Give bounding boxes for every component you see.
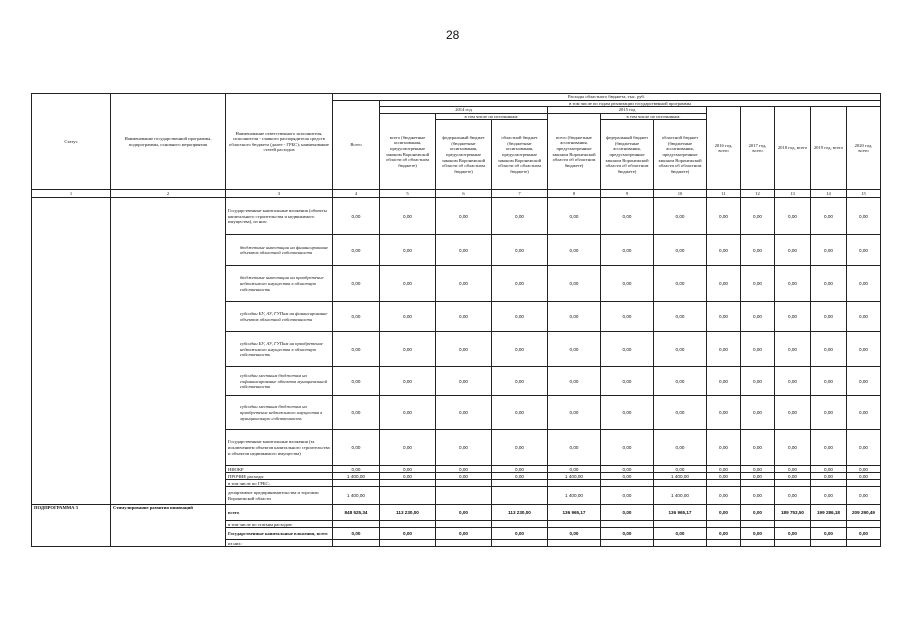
- value-cell: [380, 487, 436, 505]
- value-cell: [775, 521, 811, 528]
- value-cell: [601, 521, 654, 528]
- table-body: [32, 198, 881, 547]
- value-cell: 0,00: [492, 302, 548, 332]
- value-cell: 0,00: [548, 302, 601, 332]
- value-cell: 0,00: [654, 430, 707, 466]
- value-cell: 0,00: [847, 528, 881, 540]
- value-cell: 0,00: [333, 396, 380, 430]
- value-cell: 0,00: [601, 473, 654, 480]
- header-total: Всего: [333, 100, 380, 190]
- value-cell: 0,00: [707, 266, 741, 302]
- column-number: 8: [548, 190, 601, 198]
- subprogram-item-label: в том числе по статьям расходов:: [226, 521, 333, 528]
- value-cell: 0,00: [811, 487, 847, 505]
- value-cell: 113 230,00: [492, 505, 548, 521]
- value-cell: 0,00: [601, 487, 654, 505]
- value-cell: 0,00: [548, 430, 601, 466]
- column-number: 3: [226, 190, 333, 198]
- value-cell: 0,00: [741, 430, 775, 466]
- value-cell: 0,00: [741, 332, 775, 367]
- value-cell: 0,00: [436, 396, 492, 430]
- value-cell: 0,00: [601, 198, 654, 235]
- value-cell: 0,00: [333, 528, 380, 540]
- value-cell: 0,00: [548, 266, 601, 302]
- value-cell: 0,00: [380, 528, 436, 540]
- value-cell: 0,00: [707, 528, 741, 540]
- value-cell: 0,00: [333, 332, 380, 367]
- expense-item-label: Государственные капитальные вложения (за исключением объектов капитального строительства и объектов недвижимого имущества): [226, 430, 333, 466]
- value-cell: 0,00: [548, 332, 601, 367]
- value-cell: 0,00: [333, 367, 380, 396]
- value-cell: 0,00: [380, 473, 436, 480]
- value-cell: 0,00: [707, 235, 741, 266]
- value-cell: [548, 540, 601, 547]
- value-cell: 0,00: [333, 466, 380, 473]
- value-cell: 0,00: [741, 367, 775, 396]
- column-number: 10: [654, 190, 707, 198]
- value-cell: 0,00: [548, 466, 601, 473]
- value-cell: 0,00: [811, 367, 847, 396]
- header-2015-regional: областной бюджет (бюджетные ассигнования, предусмотренные законом Воронежской области об областном бюджете): [654, 120, 707, 190]
- value-cell: 0,00: [707, 302, 741, 332]
- expense-item-label: ПРОЧИЕ расходы: [226, 473, 333, 480]
- value-cell: 0,00: [775, 430, 811, 466]
- subprogram-status: ПОДПРОГРАММА 3: [32, 505, 111, 547]
- value-cell: 0,00: [601, 332, 654, 367]
- header-status: Статус: [32, 94, 111, 190]
- value-cell: 199 286,18: [811, 505, 847, 521]
- subprogram-row: [32, 505, 881, 521]
- value-cell: [654, 540, 707, 547]
- value-cell: 0,00: [811, 302, 847, 332]
- value-cell: 0,00: [847, 302, 881, 332]
- header-2016: 2016 год, всего: [707, 107, 741, 190]
- column-number: 5: [380, 190, 436, 198]
- value-cell: 0,00: [654, 266, 707, 302]
- value-cell: 0,00: [601, 430, 654, 466]
- value-cell: [380, 521, 436, 528]
- subprogram-item-label: всего: [226, 505, 333, 521]
- value-cell: 0,00: [333, 430, 380, 466]
- value-cell: 0,00: [601, 396, 654, 430]
- value-cell: 0,00: [492, 396, 548, 430]
- value-cell: 0,00: [707, 430, 741, 466]
- column-number: 4: [333, 190, 380, 198]
- value-cell: [492, 521, 548, 528]
- value-cell: 0,00: [380, 466, 436, 473]
- value-cell: 0,00: [707, 367, 741, 396]
- header-2014-federal: федеральный бюджет (бюджетные ассигнования, предусмотренные законом Воронежской области об областном бюджете): [436, 120, 492, 190]
- value-cell: 1 400,00: [654, 487, 707, 505]
- header-2014-total: всего (бюджетные ассигнования, предусмотренные законом Воронежской области об областном бюджете): [380, 113, 436, 190]
- value-cell: [847, 540, 881, 547]
- subprogram-item-label: Государственные капитальные вложения, всего: [226, 528, 333, 540]
- value-cell: 0,00: [548, 235, 601, 266]
- value-cell: 0,00: [741, 528, 775, 540]
- value-cell: 0,00: [333, 198, 380, 235]
- value-cell: [847, 480, 881, 487]
- value-cell: 0,00: [775, 473, 811, 480]
- status-cell-empty: [32, 198, 111, 505]
- value-cell: [741, 480, 775, 487]
- header-2014-regional: областной бюджет (бюджетные ассигнования, предусмотренные законом Воронежской области об областном бюджете): [492, 120, 548, 190]
- value-cell: 0,00: [380, 367, 436, 396]
- value-cell: 0,00: [707, 466, 741, 473]
- value-cell: [601, 480, 654, 487]
- value-cell: 0,00: [847, 367, 881, 396]
- value-cell: 0,00: [811, 466, 847, 473]
- value-cell: 0,00: [492, 528, 548, 540]
- column-number: 15: [847, 190, 881, 198]
- value-cell: [707, 540, 741, 547]
- value-cell: [436, 521, 492, 528]
- header-2015-by-sources: в том числе по источникам:: [601, 113, 707, 120]
- value-cell: 0,00: [707, 198, 741, 235]
- value-cell: 0,00: [847, 332, 881, 367]
- value-cell: 0,00: [436, 367, 492, 396]
- value-cell: 0,00: [601, 505, 654, 521]
- column-number: 9: [601, 190, 654, 198]
- value-cell: 0,00: [548, 198, 601, 235]
- value-cell: 0,00: [741, 396, 775, 430]
- budget-table: [31, 93, 881, 547]
- value-cell: 0,00: [847, 430, 881, 466]
- value-cell: [333, 521, 380, 528]
- value-cell: 0,00: [775, 198, 811, 235]
- expense-item-label: субсидии местным бюджетам на софинансирование объектов муниципальной собственности: [226, 367, 333, 396]
- value-cell: 0,00: [601, 235, 654, 266]
- header-year-2015: 2015 год: [548, 107, 707, 114]
- page-number: 28: [446, 28, 460, 42]
- header-by-years: в том числе по годам реализации государственной программы: [380, 100, 881, 107]
- value-cell: 0,00: [492, 466, 548, 473]
- column-number-row: [32, 190, 881, 198]
- expense-item-label: субсидии местным бюджетам на приобретение недвижимого имущества в муниципальную собственность: [226, 396, 333, 430]
- expense-item-label: департамент предпринимательства и торговли Воронежской области: [226, 487, 333, 505]
- value-cell: [333, 540, 380, 547]
- value-cell: 0,00: [847, 396, 881, 430]
- value-cell: [380, 480, 436, 487]
- value-cell: 113 230,00: [380, 505, 436, 521]
- value-cell: 1 400,00: [333, 473, 380, 480]
- value-cell: 0,00: [548, 396, 601, 430]
- value-cell: 0,00: [380, 235, 436, 266]
- value-cell: 0,00: [436, 505, 492, 521]
- value-cell: 0,00: [436, 473, 492, 480]
- value-cell: 0,00: [492, 367, 548, 396]
- value-cell: 0,00: [492, 198, 548, 235]
- value-cell: 0,00: [775, 302, 811, 332]
- value-cell: 0,00: [601, 302, 654, 332]
- value-cell: 0,00: [380, 332, 436, 367]
- value-cell: 0,00: [654, 466, 707, 473]
- column-number: 12: [741, 190, 775, 198]
- expense-item-label: Государственные капитальные вложения (объекты капитального строительства и недвижимого имущества), из них:: [226, 198, 333, 235]
- column-number: 6: [436, 190, 492, 198]
- value-cell: 0,00: [436, 332, 492, 367]
- value-cell: 0,00: [654, 528, 707, 540]
- value-cell: 0,00: [847, 266, 881, 302]
- value-cell: 0,00: [811, 332, 847, 367]
- value-cell: [492, 540, 548, 547]
- expense-item-label: субсидии БУ, АУ, ГУПам на финансирование объектов областной собственности: [226, 302, 333, 332]
- value-cell: 0,00: [380, 198, 436, 235]
- value-cell: 136 965,17: [654, 505, 707, 521]
- value-cell: 0,00: [601, 367, 654, 396]
- value-cell: 0,00: [436, 466, 492, 473]
- value-cell: 0,00: [654, 332, 707, 367]
- value-cell: [548, 521, 601, 528]
- value-cell: 0,00: [654, 198, 707, 235]
- value-cell: [492, 480, 548, 487]
- value-cell: [811, 540, 847, 547]
- value-cell: 0,00: [775, 528, 811, 540]
- value-cell: 0,00: [811, 235, 847, 266]
- value-cell: 0,00: [775, 367, 811, 396]
- value-cell: 1 400,00: [548, 487, 601, 505]
- name-cell-empty: [111, 198, 226, 505]
- value-cell: 0,00: [741, 505, 775, 521]
- value-cell: 0,00: [741, 266, 775, 302]
- value-cell: 0,00: [811, 473, 847, 480]
- value-cell: 0,00: [741, 302, 775, 332]
- value-cell: 0,00: [775, 332, 811, 367]
- value-cell: 136 965,17: [548, 505, 601, 521]
- value-cell: 1 400,00: [333, 487, 380, 505]
- column-number: 7: [492, 190, 548, 198]
- value-cell: 0,00: [775, 235, 811, 266]
- table-row: [32, 198, 881, 235]
- value-cell: 0,00: [811, 528, 847, 540]
- header-2015-total: всего (бюджетные ассигнования, предусмотренные законом Воронежской области об областном бюджете): [548, 113, 601, 190]
- header-year-2014: 2014 год: [380, 107, 548, 114]
- expense-item-label: в том числе по ГРБС:: [226, 480, 333, 487]
- column-number: 14: [811, 190, 847, 198]
- value-cell: 0,00: [811, 266, 847, 302]
- value-cell: 0,00: [654, 367, 707, 396]
- value-cell: 0,00: [436, 266, 492, 302]
- value-cell: [654, 521, 707, 528]
- value-cell: 0,00: [333, 266, 380, 302]
- value-cell: 0,00: [741, 487, 775, 505]
- value-cell: 1 400,00: [654, 473, 707, 480]
- value-cell: 0,00: [707, 396, 741, 430]
- value-cell: [380, 540, 436, 547]
- value-cell: 0,00: [847, 487, 881, 505]
- value-cell: [707, 521, 741, 528]
- expense-item-label: бюджетные инвестиции на финансирование объектов областной собственности: [226, 235, 333, 266]
- value-cell: 0,00: [811, 396, 847, 430]
- value-cell: 0,00: [492, 473, 548, 480]
- value-cell: 0,00: [847, 466, 881, 473]
- subprogram-name: Стимулирование развития инноваций: [111, 505, 226, 547]
- value-cell: [847, 521, 881, 528]
- value-cell: 0,00: [847, 473, 881, 480]
- header-2017: 2017 год, всего: [741, 107, 775, 190]
- value-cell: 0,00: [707, 505, 741, 521]
- value-cell: [775, 480, 811, 487]
- value-cell: 0,00: [436, 430, 492, 466]
- value-cell: 0,00: [654, 302, 707, 332]
- value-cell: 0,00: [380, 266, 436, 302]
- header-2020: 2020 год, всего: [847, 107, 881, 190]
- value-cell: 0,00: [811, 430, 847, 466]
- value-cell: [811, 521, 847, 528]
- value-cell: 0,00: [548, 528, 601, 540]
- value-cell: 0,00: [847, 198, 881, 235]
- value-cell: 0,00: [492, 430, 548, 466]
- value-cell: [775, 540, 811, 547]
- value-cell: 848 525,34: [333, 505, 380, 521]
- value-cell: 0,00: [847, 235, 881, 266]
- value-cell: 0,00: [654, 235, 707, 266]
- value-cell: 0,00: [601, 266, 654, 302]
- value-cell: 0,00: [707, 332, 741, 367]
- value-cell: 0,00: [548, 367, 601, 396]
- value-cell: [492, 487, 548, 505]
- value-cell: 0,00: [707, 473, 741, 480]
- column-number: 2: [111, 190, 226, 198]
- value-cell: 0,00: [741, 473, 775, 480]
- value-cell: 0,00: [436, 198, 492, 235]
- value-cell: 0,00: [380, 396, 436, 430]
- value-cell: 0,00: [741, 198, 775, 235]
- value-cell: 0,00: [601, 528, 654, 540]
- value-cell: 0,00: [380, 302, 436, 332]
- column-number: 13: [775, 190, 811, 198]
- value-cell: [811, 480, 847, 487]
- value-cell: [436, 480, 492, 487]
- expense-item-label: субсидии БУ, АУ, ГУПам на приобретение недвижимого имущества в областную собственность: [226, 332, 333, 367]
- value-cell: [601, 540, 654, 547]
- column-number: 11: [707, 190, 741, 198]
- value-cell: 0,00: [436, 302, 492, 332]
- value-cell: 0,00: [741, 235, 775, 266]
- value-cell: 0,00: [775, 466, 811, 473]
- value-cell: 0,00: [775, 396, 811, 430]
- value-cell: [741, 521, 775, 528]
- header-2018: 2018 год, всего: [775, 107, 811, 190]
- value-cell: 0,00: [707, 487, 741, 505]
- expense-item-label: НИОКР: [226, 466, 333, 473]
- value-cell: 0,00: [775, 487, 811, 505]
- value-cell: [741, 540, 775, 547]
- value-cell: [654, 480, 707, 487]
- header-responsible: Наименование ответственного исполнителя, исполнителя - главного распорядителя средств областного бюджета (далее - ГРБС); наименование статей расходов: [226, 94, 333, 190]
- expense-item-label: бюджетные инвестиции на приобретение недвижимого имущества в областную собственность: [226, 266, 333, 302]
- header-2015-federal: федеральный бюджет (бюджетные ассигнования, предусмотренные законом Воронежской области об областном бюджете): [601, 120, 654, 190]
- value-cell: [548, 480, 601, 487]
- value-cell: 0,00: [380, 430, 436, 466]
- value-cell: 1 400,00: [548, 473, 601, 480]
- value-cell: 0,00: [333, 302, 380, 332]
- value-cell: 0,00: [601, 466, 654, 473]
- value-cell: [707, 480, 741, 487]
- value-cell: 0,00: [492, 266, 548, 302]
- value-cell: 0,00: [436, 528, 492, 540]
- value-cell: 0,00: [492, 235, 548, 266]
- value-cell: 0,00: [741, 466, 775, 473]
- header-2019: 2019 год, всего: [811, 107, 847, 190]
- value-cell: 0,00: [811, 198, 847, 235]
- subprogram-item-label: из них:: [226, 540, 333, 547]
- value-cell: 0,00: [775, 266, 811, 302]
- value-cell: 0,00: [436, 235, 492, 266]
- value-cell: [436, 487, 492, 505]
- value-cell: [436, 540, 492, 547]
- value-cell: 0,00: [333, 235, 380, 266]
- header-program-name: Наименование государственной программы, подпрограммы, основного мероприятия: [111, 94, 226, 190]
- value-cell: 0,00: [492, 332, 548, 367]
- value-cell: 189 753,50: [775, 505, 811, 521]
- value-cell: [333, 480, 380, 487]
- value-cell: 0,00: [654, 396, 707, 430]
- value-cell: 209 290,49: [847, 505, 881, 521]
- header-budget-title: Расходы областного бюджета, тыс. руб.: [333, 94, 881, 101]
- header-2014-by-sources: в том числе по источникам:: [436, 113, 548, 120]
- column-number: 1: [32, 190, 111, 198]
